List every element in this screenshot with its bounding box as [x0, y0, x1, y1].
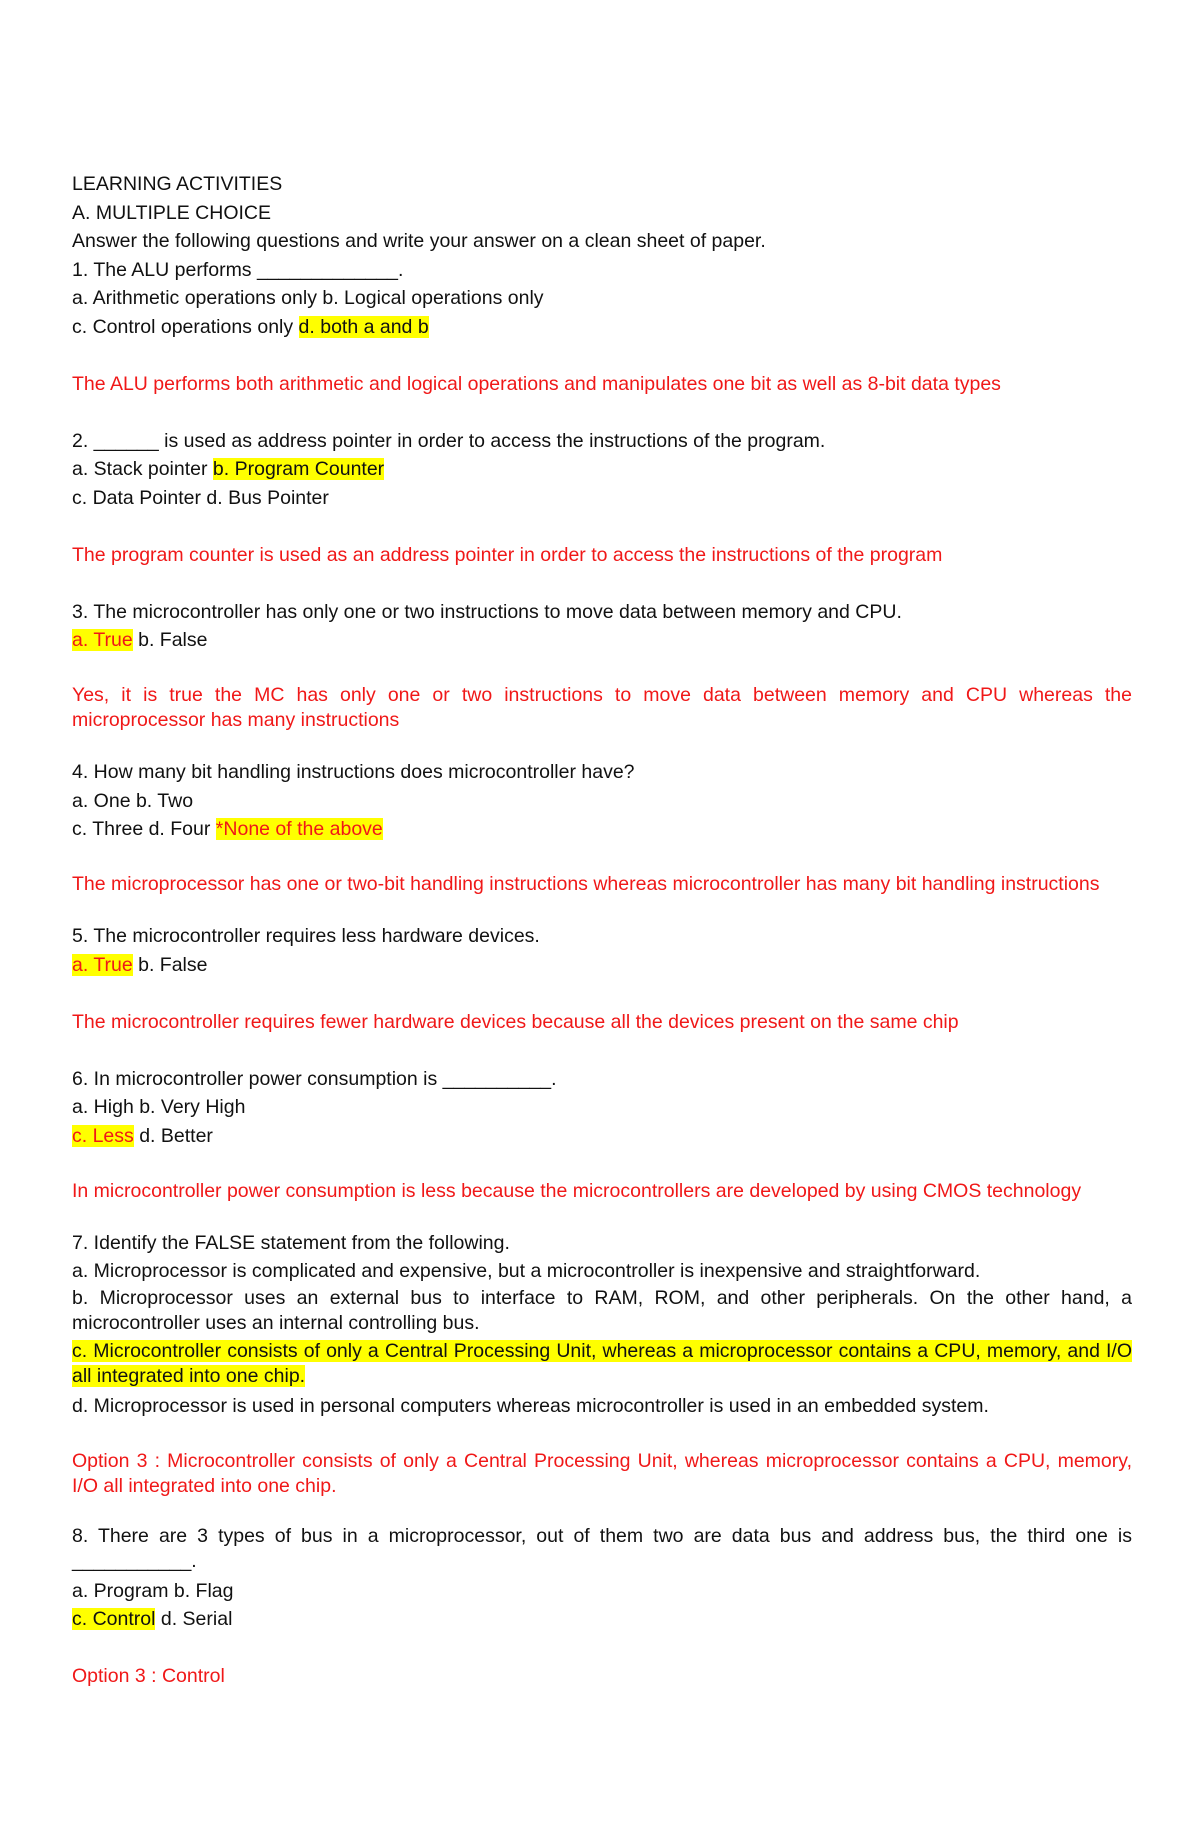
spacer: [72, 655, 1132, 684]
question-2-explanation: The program counter is used as an address pointer in order to access the instructions of the program: [72, 543, 943, 566]
spacer: [72, 1420, 1132, 1449]
question-7-option-a: a. Microprocessor is complicated and expensive, but a microcontroller is inexpensive and straightforward.: [72, 1260, 981, 1282]
question-4-options-ab: a. One b. Two: [72, 789, 194, 812]
section-heading: A. MULTIPLE CHOICE: [72, 201, 272, 224]
question-8-answer-highlight: c. Control: [72, 1608, 156, 1630]
question-8-option-d: d. Serial: [155, 1608, 233, 1630]
question-5-stem: 5. The microcontroller requires less hardware devices.: [72, 925, 540, 947]
question-1-explanation: The ALU performs both arithmetic and logical operations and manipulates one bit as well as 8-bit data types: [72, 372, 1001, 395]
question-3-stem: 3. The microcontroller has only one or two instructions to move data between memory and CPU.: [72, 600, 902, 623]
question-1-options-ab: a. Arithmetic operations only b. Logical operations only: [72, 287, 544, 309]
question-6-option-d: d. Better: [133, 1124, 213, 1147]
question-2-answer-highlight: b. Program Counter: [212, 458, 385, 480]
spacer: [72, 569, 1132, 598]
spacer: [72, 1502, 1132, 1524]
spacer: [72, 979, 1132, 1008]
question-4-stem: 4. How many bit handling instructions does microcontroller have?: [72, 761, 635, 783]
question-3-option-b: b. False: [132, 629, 208, 651]
page-title: LEARNING ACTIVITIES: [72, 173, 283, 195]
question-6-options-cd: [72, 1122, 1132, 1151]
spacer: [72, 1150, 1132, 1179]
question-5-option-b: b. False: [132, 953, 208, 976]
question-7-answer-highlight: c. Microcontroller consists of only a Central Processing Unit, whereas a microprocessor contains a CPU, memory, and I/O all integrated into one chip.: [72, 1339, 1132, 1387]
question-4-options-cd: [72, 815, 1132, 844]
spacer: [72, 1634, 1132, 1663]
question-4-option-c: c. Three d. Four: [72, 818, 216, 840]
question-1-answer-highlight: d. both a and b: [298, 315, 429, 338]
question-7-option-d: d. Microprocessor is used in personal computers whereas microcontroller is used in an embedded system.: [72, 1394, 989, 1417]
spacer: [72, 1207, 1132, 1229]
spacer: [72, 1036, 1132, 1065]
question-6-answer-highlight: c. Less: [72, 1124, 134, 1147]
question-3-answer-highlight: a. True: [72, 629, 133, 651]
question-6-options-ab: a. High b. Very High: [72, 1096, 246, 1118]
spacer: [72, 341, 1132, 370]
question-2-options-ab: [72, 455, 1132, 484]
spacer: [72, 844, 1132, 873]
question-5-explanation: The microcontroller requires fewer hardware devices because all the devices present on the same chip: [72, 1010, 959, 1033]
question-3-explanation: Yes, it is true the MC has only one or two instructions to move data between memory and CPU whereas the microprocessor has many instructions: [72, 684, 1132, 731]
spacer: [72, 900, 1132, 922]
document-page: [72, 170, 1132, 1691]
question-4-answer-highlight: *None of the above: [215, 818, 383, 840]
question-1-options-cd: [72, 313, 1132, 342]
spacer: [72, 398, 1132, 427]
question-7-stem: 7. Identify the FALSE statement from the following.: [72, 1231, 510, 1254]
question-7-explanation: Option 3 : Microcontroller consists of only a Central Processing Unit, whereas microprocessor contains a CPU, memory, I/O all integrated into one chip.: [72, 1449, 1132, 1497]
question-2-options-cd: c. Data Pointer d. Bus Pointer: [72, 486, 329, 509]
question-8-stem: 8. There are 3 types of bus in a microprocessor, out of them two are data bus and address bus, the third one is ___________.: [72, 1524, 1132, 1572]
question-8-options-ab: a. Program b. Flag: [72, 1579, 234, 1602]
question-7-option-c: [72, 1339, 1132, 1389]
question-2-stem: 2. ______ is used as address pointer in order to access the instructions of the program.: [72, 429, 826, 452]
question-4-explanation: The microprocessor has one or two-bit handling instructions whereas microcontroller has many bit handling instructions: [72, 873, 1100, 895]
question-7-option-b: b. Microprocessor uses an external bus to interface to RAM, ROM, and other peripherals. On the other hand, a microcontroller uses an internal controlling bus.: [72, 1286, 1132, 1334]
question-5-options: [72, 951, 1132, 980]
instructions: Answer the following questions and write your answer on a clean sheet of paper.: [72, 230, 766, 252]
question-1-stem: 1. The ALU performs _____________.: [72, 258, 404, 281]
question-1-option-c: c. Control operations only: [72, 315, 299, 338]
question-5-answer-highlight: a. True: [72, 953, 133, 976]
question-6-explanation: In microcontroller power consumption is less because the microcontrollers are developed by using CMOS technology: [72, 1179, 1082, 1202]
question-3-options: [72, 626, 1132, 655]
question-8-explanation: Option 3 : Control: [72, 1665, 225, 1687]
question-8-options-cd: [72, 1605, 1132, 1634]
question-2-option-a: a. Stack pointer: [72, 458, 213, 480]
question-6-stem: 6. In microcontroller power consumption is __________.: [72, 1067, 557, 1090]
spacer: [72, 736, 1132, 758]
spacer: [72, 512, 1132, 541]
